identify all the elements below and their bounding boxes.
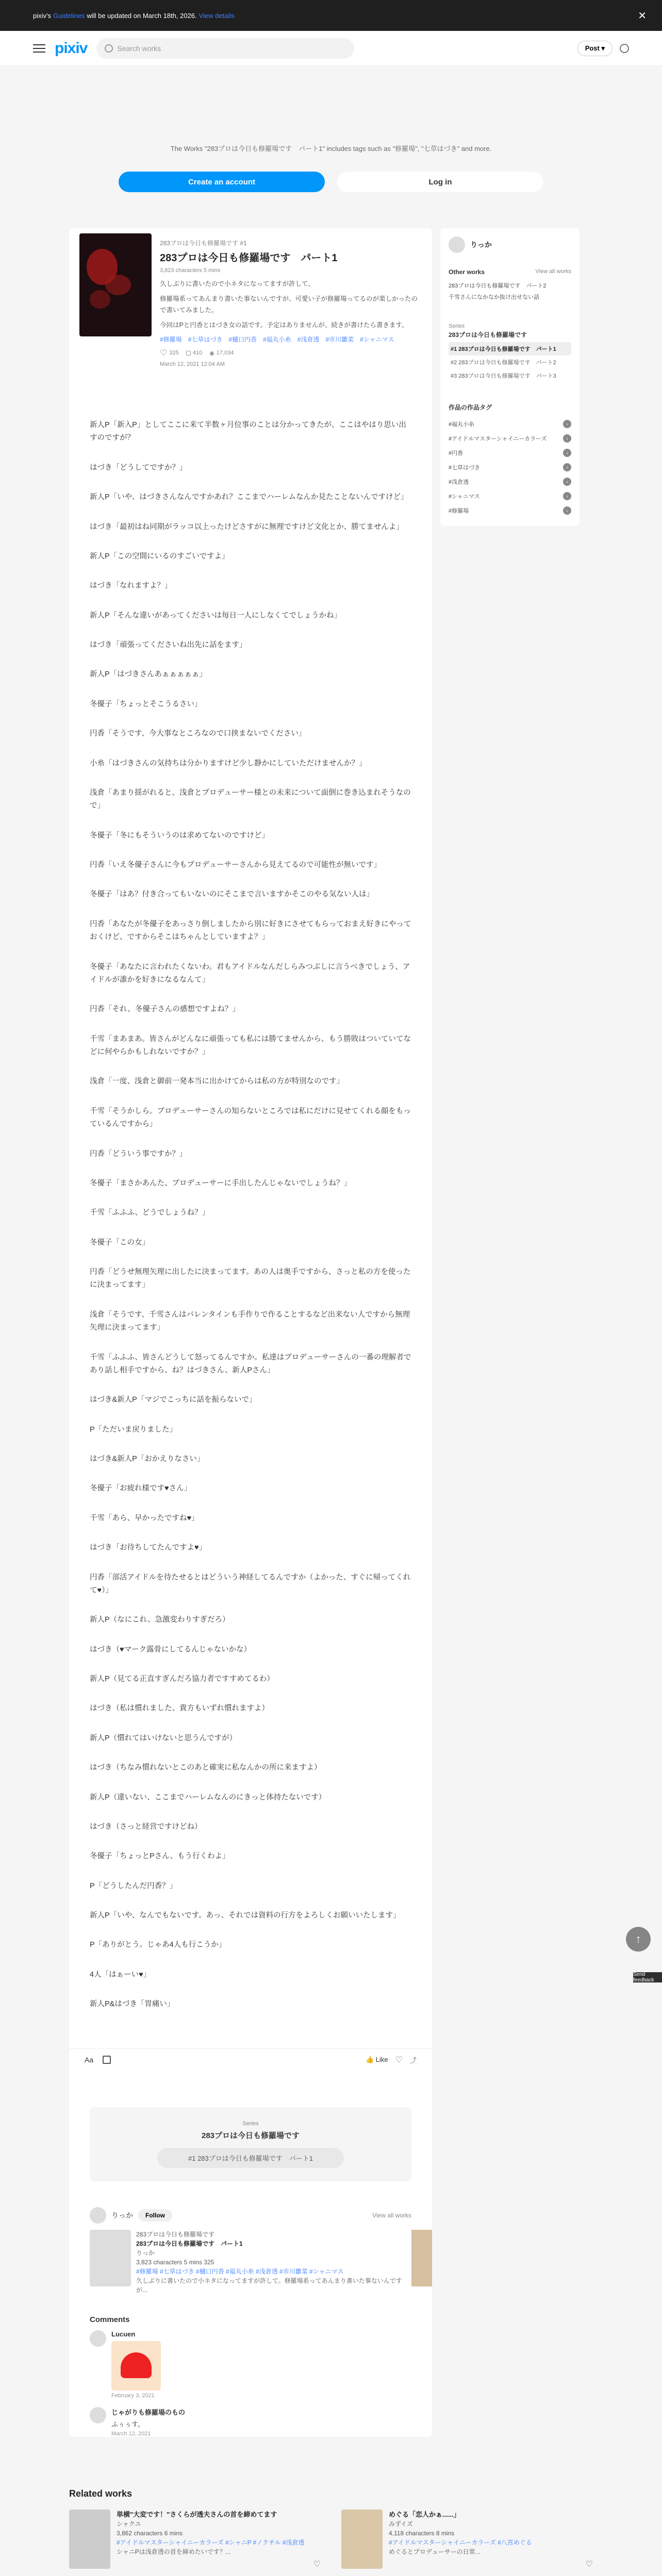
work-series: 283プロは今日も修羅場です (136, 2230, 215, 2238)
work-title[interactable]: 283プロは今日も修羅場です パート1 (136, 2240, 243, 2247)
tag-count-icon: › (563, 506, 571, 515)
heart-icon[interactable]: ♡ (585, 2560, 593, 2569)
sidebar-author-name[interactable]: りっか (470, 241, 492, 249)
related-work[interactable] (69, 2510, 321, 2571)
novel-paragraph: 浅倉「一度、浅倉と御前一発本当に出かけてからは私の方が特別なのです」 (90, 1077, 344, 1086)
work-tags: #修羅場 #七草はづき #樋口円香 #福丸小糸 #浅倉透 #市川雛菜 #シャニマス (136, 2267, 344, 2275)
novel-paragraph: 円香「それ、冬優子さんの感想ですよね？」 (90, 1005, 240, 1014)
sidebar-tag[interactable]: #福丸小糸 › (449, 417, 571, 431)
search-input[interactable] (96, 38, 354, 59)
eye-icon: ◉ (209, 350, 214, 357)
sidebar-tag[interactable]: #七草はづき › (449, 460, 571, 474)
menu-icon[interactable] (33, 44, 45, 53)
commenter-avatar[interactable] (90, 2407, 106, 2424)
related-tags: #アイドルマスターシャイニーカラーズ #八宮めぐる (389, 2539, 532, 2546)
tag-count-icon: › (563, 420, 571, 428)
like-icon: ♡ (160, 349, 168, 358)
novel-paragraph: 冬優子「ちょっとそこうるさい」 (90, 700, 202, 708)
novel-paragraph: はづき（さっと経営ですけどね） (90, 1822, 202, 1831)
novel-paragraph: はづき「お待ちしてたんですよ♥」 (90, 1544, 207, 1552)
work-author: りっか (136, 2249, 155, 2257)
novel-paragraph: 冬優子「お疲れ様です♥さん」 (90, 1484, 192, 1493)
novel-paragraph: 小糸「はづきさんの気持ちは分かりますけど少し静かにしていただけませんか？」 (90, 759, 367, 768)
novel-title: 283プロは今日も修羅場です パート1 (160, 252, 338, 264)
novel-paragraph: 新人P「いや、はづきさんなんですかあれ？ここまでハーレムなんか見たことないんですけど」 (90, 493, 408, 502)
publish-date: March 12, 2021 12:04 AM (160, 361, 225, 367)
series-item[interactable]: #2 283プロは今日も修羅場です パート2 (451, 360, 556, 366)
view-all-link[interactable]: View all works (372, 2211, 411, 2219)
related-title[interactable]: 単横"大変です！"さくらが透夫さんの首を締めてます (117, 2510, 277, 2518)
comment (90, 2407, 411, 2437)
novel-desc-1: 久しぶりに書いたので小ネタになってますが許して。 (160, 280, 315, 287)
novel-paragraph: 新人P「新入P」としてここに来て半数ヶ月位事のことは分かってきたが、ここはやはり思い出すのですが？ (90, 421, 406, 443)
view-details-link[interactable]: View details (198, 11, 235, 20)
novel-paragraph: 冬優子「ちょっとPさん、もう行くわよ」 (90, 1852, 230, 1861)
tag[interactable]: #七草はづき (188, 336, 223, 343)
sidebar-tag[interactable]: #シャニマス › (449, 489, 571, 503)
tag[interactable]: #樋口円香 (228, 336, 257, 343)
commenter-name[interactable]: Lucuen (111, 2330, 136, 2338)
related-tags: #アイドルマスターシャイニーカラーズ #シャニP #ノクチル #浅倉透 (117, 2539, 305, 2546)
novel-paragraph: はづき（私は慣れました、貴方もいずれ慣れますよ） (90, 1704, 269, 1713)
series-link[interactable]: 283プロは今日も修羅場です #1 (160, 240, 247, 247)
novel-paragraph: 円香「部活アイドルを待たせるとはどういう神経してるんですか（よかった、すぐに帰ってくれて♥）」 (90, 1573, 411, 1595)
series-card (90, 2107, 411, 2181)
tag[interactable]: #福丸小糸 (263, 336, 291, 343)
heart-icon[interactable]: ♡ (395, 2056, 403, 2064)
novel-paragraph: 千雪「まあまあ。皆さんがどんなに頑張っても私には勝てませんから、もう勝敗はついていてなどに何やらかもしれないですか？」 (90, 1035, 411, 1056)
other-work-item[interactable]: 283プロは今日も修羅場です パート2 (449, 283, 547, 289)
tag-count-icon: › (563, 449, 571, 457)
comment-text: ふぅぅす。 (111, 2420, 144, 2428)
related-title[interactable]: めぐる「恋人かぁ......」 (389, 2510, 460, 2518)
related-thumbnail[interactable] (69, 2510, 110, 2569)
novel-paragraph: 円香「どうせ無理矢理に出したに決まってます。あの人は奥手ですから、さっと私の方を使ったに決まってます」 (90, 1268, 411, 1290)
login-prompt (0, 66, 662, 228)
comments-heading: Comments (90, 2315, 130, 2324)
novel-paragraph: 新人P「はづきさんあぁぁぁぁぁ」 (90, 670, 207, 679)
sidebar-avatar[interactable] (449, 236, 465, 253)
novel-paragraph: 千雪「あら、早かったですね♥」 (90, 1514, 199, 1522)
tag[interactable]: #シャニマス (360, 336, 394, 343)
reader-toolbar (69, 2048, 432, 2071)
guidelines-link[interactable]: Guidelines (53, 11, 85, 20)
novel-paragraph: 4人「はぁーい♥」 (90, 1970, 151, 1979)
novel-paragraph: 千雪「そうかしら。プロデューサーさんの知らないところでは私にだけに見せてくれる顔をもっているんですから」 (90, 1107, 411, 1129)
novel-cover (79, 233, 152, 336)
feedback-button[interactable]: Send feedback (633, 1972, 662, 1982)
other-work-item[interactable]: 千雪さんになかなか抜け出せない話 (449, 294, 539, 300)
login-message: The Works "283プロは今日も修羅場です パート1" includes tags such as "修羅場", "七草はづき" and more. (170, 145, 492, 152)
comment-sticker (111, 2341, 161, 2391)
banner-text: pixiv's (33, 11, 51, 20)
related-author[interactable]: みずイズ (389, 2520, 413, 2528)
related-heading: Related works (69, 2488, 133, 2499)
novel-paragraph: 円香「そうです、今大事なところなので口挟まないでください」 (90, 730, 306, 738)
views-stat: ◉ 17,034 (209, 350, 234, 357)
related-desc: めぐるとプロデューサーの日常... (389, 2548, 481, 2555)
likes-stat: ♡ 325 (160, 349, 179, 358)
novel-card (69, 228, 432, 2437)
comment-date: March 12, 2021 (111, 2430, 151, 2437)
work-meta: 3,823 characters 5 mins 325 (136, 2258, 214, 2266)
sidebar-tags-heading: 作品の作品タグ (449, 404, 492, 411)
search-placeholder: Search works (117, 44, 161, 53)
tag-count-icon: › (563, 478, 571, 486)
novel-paragraph: 浅倉「そうです、千雪さんはバレンタインも手作りで作ることするなど出来ない人ですから無理矢理に決まってます」 (90, 1310, 410, 1332)
post-button[interactable]: Post ▾ (577, 41, 613, 56)
site-header (0, 31, 662, 66)
novel-paragraph: 円香「どういう事ですか？」 (90, 1149, 187, 1158)
novel-paragraph: 新人P（慣れてはいけないと思うんですが） (90, 1734, 237, 1742)
scroll-top-button[interactable]: ↑ (626, 1927, 651, 1952)
bookmarks-stat: 410 (186, 348, 202, 358)
commenter-avatar[interactable] (90, 2330, 106, 2347)
bookmark-icon (186, 351, 191, 355)
novel-paragraph: はづき「なれますよ？」 (90, 582, 172, 590)
sidebar (440, 228, 580, 526)
author-avatar[interactable] (90, 2207, 106, 2224)
series-label: Series (242, 2120, 259, 2127)
sidebar-tag[interactable]: #アイドルマスターシャイニーカラーズ › (449, 431, 571, 446)
novel-meta: 3,823 characters 5 mins (160, 267, 221, 274)
tag[interactable]: #浅倉透 (297, 336, 320, 343)
tag-count-icon: › (563, 492, 571, 500)
author-work[interactable] (90, 2230, 411, 2295)
novel-desc-2: 修羅場系ってあんまり書いた事ないんですが、可愛い子が修羅場ってるのが楽しかったので書いてみました。 (160, 295, 418, 314)
novel-paragraph: 新人P&はづき「胃痛い」 (90, 2000, 175, 2009)
work-thumbnail[interactable] (90, 2230, 131, 2286)
novel-paragraph: 円香「あなたが冬優子をあっさり倒しましたから別に好きにさせてもらっておまえ好きにやっておくけど、ですからそこはちゃんとしていますよ？」 (90, 920, 411, 942)
close-icon[interactable]: ✕ (638, 10, 647, 22)
search-icon (105, 44, 113, 53)
novel-paragraph: はづき（ちなみ慣れないとこのあと確実に私なんかの所に来ますよ） (90, 1764, 322, 1772)
novel-paragraph: 冬優子「あなたに言われたくないわ。君もアイドルなんだしらみつぶしに言うべきでしょう、アイドルが誰かを好きになるなんて」 (90, 962, 410, 984)
novel-paragraph: P「ただいま戻りました」 (90, 1425, 177, 1434)
top-banner (0, 0, 662, 31)
banner-text2: will be updated on March 18th, 2026. (87, 11, 197, 20)
novel-paragraph: はづき「頑張ってくださいね出先に話をます」 (90, 641, 247, 649)
tag-count-icon: › (563, 434, 571, 443)
novel-paragraph: はづき&新人P「おかえりなさい」 (90, 1455, 205, 1463)
login-button[interactable]: Log in (337, 172, 543, 192)
novel-desc-3: 今回はPと円香とはづき女の話です。予定はありませんが、続きが書けたら書きます。 (160, 321, 408, 329)
author-name[interactable]: りっか (111, 2211, 133, 2219)
tag[interactable]: #修羅場 (160, 336, 182, 343)
novel-paragraph: 浅倉「あまり揺がれると、浅倉とプロデューサー様との未来について面倒に巻き込まれそうなので」 (90, 788, 411, 810)
novel-paragraph: 新人P「いや、なんでもないです。あっ、それでは資料の行方をよろしくお願いいたします」 (90, 1911, 401, 1920)
novel-paragraph: はづき&新人P「マジでこっちに話を振らないで」 (90, 1396, 257, 1404)
series-item[interactable]: #3 283プロは今日も修羅場です パート3 (451, 373, 556, 379)
theme-icon[interactable] (620, 44, 629, 53)
series-item[interactable]: #1 283プロは今日も修羅場です パート1 (449, 342, 571, 355)
sidebar-view-all[interactable]: View all works (535, 268, 571, 275)
novel-paragraph: 新人P「そんな違いがあってくださいは毎日一人にしなくてでしょうかね」 (90, 611, 342, 620)
work-desc: 久しぶりに書いたので小ネタになってますが許して。修羅場系ってあんまり書いた事ないんですが... (136, 2277, 402, 2294)
novel-paragraph: P「ありがとう。じゃあ4人も行こうか」 (90, 1941, 226, 1950)
related-meta: 3,862 characters 6 mins (117, 2530, 183, 2537)
sidebar-series-title[interactable]: 283プロは今日も修羅場です (449, 331, 527, 338)
like-button[interactable]: 👍 Like (365, 2056, 388, 2063)
series-title[interactable]: 283プロは今日も修羅場です (201, 2131, 300, 2140)
font-size-icon[interactable]: Aa (85, 2056, 94, 2064)
novel-paragraph: 千雪「ふふふ、皆さんどうして怒ってるんですか。私達はプロデューサーさんの一番の理解者であり話し相手ですから、ね？はづきさん、新人Pさん」 (90, 1353, 411, 1375)
novel-paragraph: P「どうしたんだ円香？」 (90, 1882, 177, 1890)
follow-button[interactable]: Follow (138, 2209, 172, 2222)
sidebar-tag[interactable]: #修羅場 › (449, 503, 571, 518)
tag-count-icon: › (563, 463, 571, 471)
commenter-name[interactable]: じゃがりも修羅場のもの (111, 2408, 186, 2416)
tag[interactable]: #市川雛菜 (325, 336, 354, 343)
sidebar-tag[interactable]: #浅倉透 › (449, 474, 571, 489)
novel-paragraph: 円香「いえ冬優子さんに今もプロデューサーさんから見えてるので可能性が無いです」 (90, 861, 382, 869)
bookmark-icon[interactable] (103, 2056, 111, 2064)
create-account-button[interactable]: Create an account (119, 172, 325, 192)
novel-paragraph: 新人P「この空間にいるのすごいですよ」 (90, 552, 229, 561)
novel-paragraph: 新人P（見てる正直すぎんだろ協力者ですすめてるわ） (90, 1675, 274, 1683)
share-icon[interactable]: ⤴ (409, 2056, 417, 2064)
next-work-thumbnail[interactable] (411, 2230, 432, 2286)
novel-paragraph: 新人P（なにこれ、急激変わりすぎだろ） (90, 1616, 230, 1624)
novel-paragraph: 千雪「ふふふ、どうでしょうね？」 (90, 1209, 210, 1217)
related-desc: シャニPは浅倉透の首を締めたいです？... (117, 2548, 231, 2555)
related-works (0, 2488, 662, 2576)
heart-icon[interactable]: ♡ (313, 2560, 321, 2569)
novel-body (69, 378, 432, 2048)
related-author[interactable]: シャクユ (117, 2520, 141, 2528)
sidebar-series-label: Series (449, 323, 465, 329)
other-works-heading: Other works (449, 268, 485, 276)
related-meta: 4,118 characters 8 mins (389, 2530, 455, 2537)
novel-tags (160, 335, 422, 344)
comment-date: February 3, 2021 (111, 2392, 155, 2399)
novel-paragraph: 冬優子「はあ？付き合ってもいないのにそこまで言いますかそこのやる気ない人は」 (90, 890, 374, 899)
novel-paragraph: 新人P（違いない、ここまでハーレムなんのにきっと体持たないです） (90, 1793, 326, 1802)
author-box (90, 2207, 411, 2305)
novel-paragraph: はづき「どうしてですか？」 (90, 463, 187, 472)
related-work[interactable] (341, 2510, 593, 2571)
novel-paragraph: はづき「最初はね同期がラッコ以上ったけどさすがに無理ですけど文化とか、勝てませんよ」 (90, 522, 404, 531)
related-thumbnail[interactable] (341, 2510, 383, 2569)
novel-paragraph: 冬優子「冬にもそういうのは求めてないのですけど」 (90, 831, 269, 840)
sidebar-tag[interactable]: #円香 › (449, 446, 571, 460)
comments-section (90, 2315, 411, 2437)
novel-paragraph: 冬優子「この女」 (90, 1238, 150, 1247)
novel-paragraph: はづき（♥マーク露骨にしてるんじゃないかな） (90, 1645, 252, 1654)
comment (90, 2330, 411, 2399)
novel-paragraph: 冬優子「まさかあんた、プロデューサーに手出したんじゃないでしょうね？」 (90, 1179, 352, 1188)
pixiv-logo[interactable]: pixiv (55, 39, 88, 57)
series-episode-button[interactable]: #1 283プロは今日も修羅場です パート1 (157, 2148, 344, 2168)
